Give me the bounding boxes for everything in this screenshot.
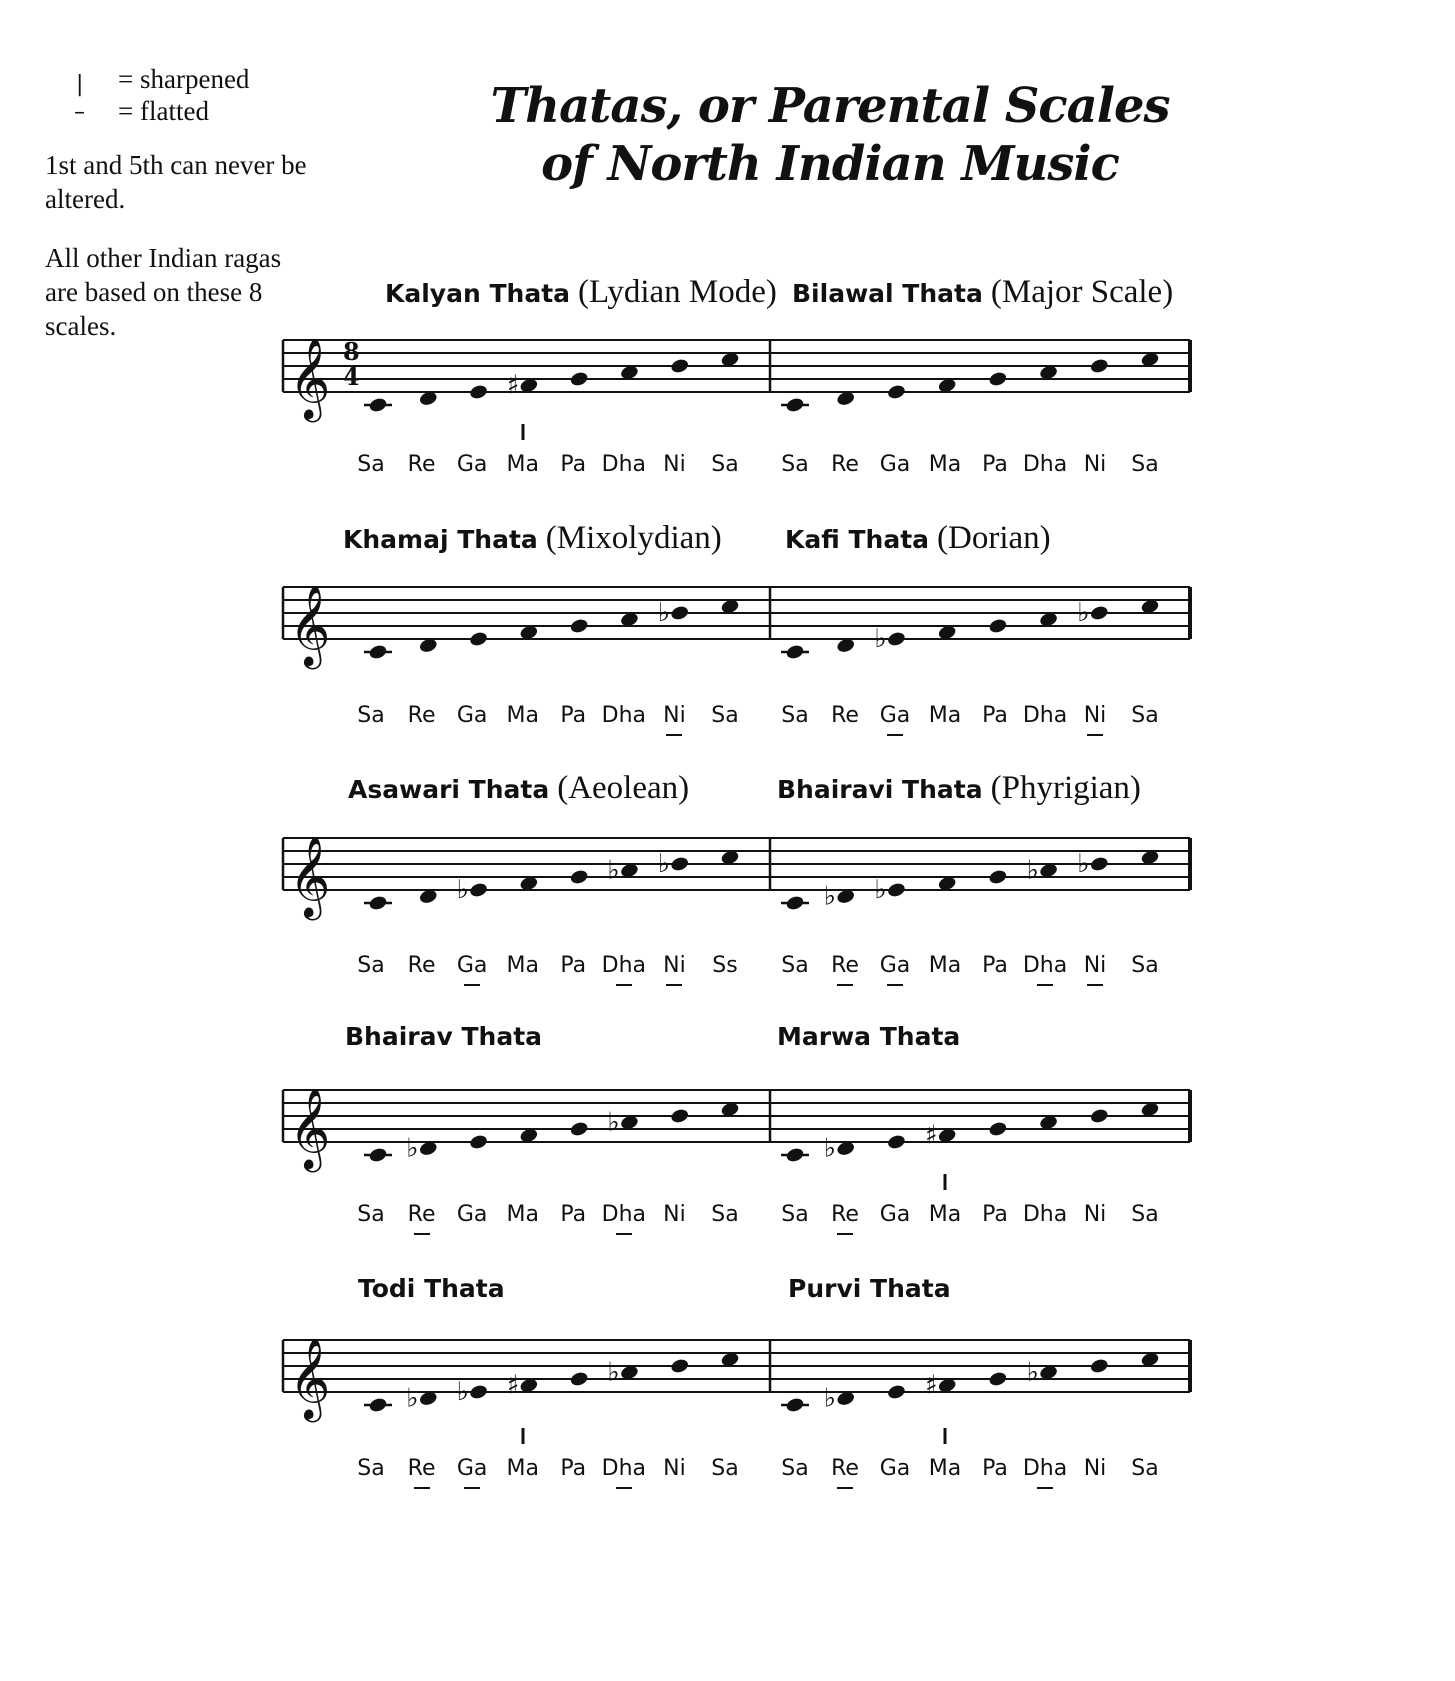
swara-label: Re — [407, 1456, 436, 1481]
swara-label: Pa — [560, 452, 587, 477]
thata-western-mode: (Lydian Mode) — [578, 274, 777, 310]
swara-label: Re — [831, 452, 859, 477]
note-head — [781, 1396, 809, 1413]
flatted-mark-icon — [464, 1487, 480, 1489]
swara-label: Sa — [711, 452, 739, 477]
thata-name: Bilawal Thata — [792, 279, 983, 308]
thata-name: Khamaj Thata — [343, 525, 538, 554]
swara-label: Re — [407, 953, 436, 978]
swara-label: Dha — [601, 953, 647, 978]
swara-label: Sa — [1131, 703, 1159, 728]
flat-accidental-icon: ♭ — [874, 875, 887, 905]
thata-title-right — [788, 1274, 951, 1303]
swara-label: Dha — [1022, 452, 1068, 477]
sharpened-mark-icon — [521, 1428, 524, 1444]
swara-label: Pa — [982, 1456, 1008, 1481]
swara-label: Dha — [601, 1456, 647, 1481]
note-head — [988, 1370, 1008, 1387]
swara-label: Dha — [1022, 1456, 1068, 1481]
flatted-mark-icon: – — [74, 100, 85, 125]
thata-name: Bhairav Thata — [345, 1022, 543, 1051]
thata-western-mode: (Phyrigian) — [990, 770, 1141, 806]
swara-label: Sa — [781, 703, 809, 728]
flatted-mark-icon — [1037, 1487, 1053, 1489]
flatted-mark-icon — [414, 1487, 430, 1489]
swara-label: Ni — [1083, 953, 1107, 978]
swara-label: Sa — [781, 1202, 809, 1227]
swara-label: Dha — [1022, 953, 1068, 978]
legend-flatted: = flatted — [118, 96, 209, 126]
swara-label: Sa — [357, 1456, 385, 1481]
time-signature-top: 8 — [343, 337, 360, 366]
note-head — [670, 1357, 690, 1374]
swara-label: Sa — [1131, 1456, 1159, 1481]
treble-clef-icon: 𝄞 — [289, 1087, 331, 1169]
swara-label: Ni — [663, 703, 686, 728]
swara-label: Sa — [357, 452, 385, 477]
swara-label: Ni — [663, 1202, 686, 1227]
note-head — [886, 1383, 906, 1400]
swara-label: Ma — [506, 452, 539, 477]
thata-name: Purvi Thata — [788, 1274, 951, 1303]
swara-label: Re — [407, 703, 436, 728]
flat-accidental-icon: ♭ — [657, 849, 670, 879]
swara-label: Ma — [928, 703, 962, 728]
thata-western-mode: (Aeolean) — [557, 770, 690, 806]
sharp-accidental-icon: ♯ — [925, 1370, 938, 1401]
swara-label: Ma — [506, 1456, 539, 1481]
swara-label: Pa — [982, 452, 1008, 477]
thata-name: Asawari Thata — [348, 775, 550, 804]
flat-accidental-icon: ♭ — [456, 1377, 469, 1407]
treble-clef-icon: 𝄞 — [289, 584, 331, 666]
note-all-ragas: All other Indian ragas are based on these 8 scales. — [45, 243, 282, 341]
swara-label: Ni — [1083, 703, 1107, 728]
swara-label: Pa — [982, 1202, 1008, 1227]
swara-label: Ga — [456, 953, 488, 978]
swara-label: Sa — [711, 703, 739, 728]
swara-label: Ga — [879, 1202, 911, 1227]
flat-accidental-icon: ♭ — [1026, 855, 1039, 886]
time-signature-bottom: 4 — [343, 362, 360, 391]
flat-accidental-icon: ♭ — [406, 1383, 419, 1414]
swara-label: Ga — [456, 703, 488, 728]
treble-clef-icon: 𝄞 — [289, 337, 331, 419]
swara-label: Ma — [928, 1456, 962, 1481]
flat-accidental-icon: ♭ — [607, 855, 620, 886]
swara-label: Ga — [879, 953, 911, 978]
swara-label: Re — [831, 1202, 859, 1227]
swara-label: Dha — [601, 1202, 647, 1227]
swara-label: Pa — [560, 953, 587, 978]
page-title-line1: Thatas, or Parental Scales — [490, 78, 1170, 134]
swara-label: Sa — [781, 452, 809, 477]
swara-label: Ma — [506, 953, 539, 978]
flatted-mark-icon — [616, 1487, 632, 1489]
thata-name: Marwa Thata — [777, 1022, 961, 1051]
swara-label: Ni — [1083, 1202, 1107, 1227]
swara-label: Ni — [663, 953, 686, 978]
note-head — [569, 1370, 589, 1387]
flat-accidental-icon: ♭ — [1077, 598, 1090, 628]
note-head — [469, 1383, 489, 1400]
swara-label: Re — [831, 1456, 859, 1481]
thata-name: Todi Thata — [358, 1274, 505, 1303]
swara-label: Sa — [781, 953, 809, 978]
swara-label: Pa — [560, 1202, 587, 1227]
swara-label: Dha — [601, 703, 647, 728]
treble-clef-icon: 𝄞 — [289, 1337, 331, 1419]
flat-accidental-icon: ♭ — [823, 881, 836, 912]
thata-western-mode: (Mixolydian) — [545, 520, 722, 556]
thata-name: Kalyan Thata — [385, 279, 571, 308]
swara-label: Ni — [1083, 452, 1107, 477]
swara-label: Dha — [1022, 703, 1068, 728]
note-head — [1089, 1357, 1109, 1374]
flat-accidental-icon: ♭ — [657, 598, 670, 628]
swara-label: Pa — [982, 703, 1008, 728]
flat-accidental-icon: ♭ — [823, 1383, 836, 1414]
swara-label: Ma — [928, 1202, 962, 1227]
swara-label: Ma — [506, 703, 539, 728]
swara-label: Sa — [357, 703, 385, 728]
swara-label: Sa — [357, 953, 385, 978]
thata-name: Kafi Thata — [785, 525, 930, 554]
swara-label: Sa — [357, 1202, 385, 1227]
thata-name: Bhairavi Thata — [777, 775, 983, 804]
swara-label: Sa — [1131, 452, 1159, 477]
swara-label: Pa — [560, 703, 587, 728]
flat-accidental-icon: ♭ — [607, 1357, 620, 1388]
legend-sharpened: = sharpened — [118, 64, 250, 94]
sharp-accidental-icon: ♯ — [506, 1370, 520, 1401]
swara-label: Ni — [663, 1456, 686, 1481]
swara-label: Ma — [928, 953, 962, 978]
swara-label: Dha — [1022, 1202, 1068, 1227]
flatted-mark-icon — [837, 1487, 853, 1489]
swara-label: Pa — [560, 1456, 587, 1481]
swara-label: Dha — [601, 452, 647, 477]
thata-title-left — [358, 1274, 505, 1303]
swara-label: Sa — [711, 1202, 739, 1227]
flat-accidental-icon: ♭ — [456, 875, 469, 905]
flat-accidental-icon: ♭ — [607, 1107, 620, 1138]
swara-label: Sa — [711, 1456, 739, 1481]
swara-label: Re — [831, 953, 859, 978]
sharpened-mark-icon: | — [76, 72, 84, 97]
page-title-line2: of North Indian Music — [541, 136, 1119, 192]
flat-accidental-icon: ♭ — [406, 1133, 419, 1164]
swara-label: Pa — [982, 953, 1008, 978]
swara-label: Ga — [879, 703, 911, 728]
swara-label: Sa — [1131, 1202, 1159, 1227]
swara-label: Re — [831, 703, 859, 728]
thata-western-mode: (Major Scale) — [990, 274, 1174, 310]
swara-label: Ni — [1083, 1456, 1107, 1481]
note-head — [364, 1396, 392, 1413]
swara-label: Ga — [456, 1202, 488, 1227]
sharp-accidental-icon: ♯ — [506, 370, 520, 401]
swara-label: Ga — [456, 452, 488, 477]
swara-label: Re — [407, 452, 436, 477]
note-fixed-degrees: 1st and 5th can never be altered. — [45, 150, 307, 214]
swara-label: Sa — [781, 1456, 809, 1481]
flat-accidental-icon: ♭ — [823, 1133, 836, 1164]
swara-label: Ss — [712, 953, 738, 978]
swara-label: Ga — [879, 1456, 911, 1481]
flat-accidental-icon: ♭ — [1077, 849, 1090, 879]
flat-accidental-icon: ♭ — [874, 624, 887, 654]
treble-clef-icon: 𝄞 — [289, 835, 331, 917]
swara-label: Ga — [456, 1456, 488, 1481]
swara-label: Ni — [663, 452, 686, 477]
sharp-accidental-icon: ♯ — [925, 1120, 938, 1151]
sharpened-mark-icon — [944, 1428, 947, 1444]
swara-label: Re — [407, 1202, 436, 1227]
thata-western-mode: (Dorian) — [937, 520, 1051, 556]
swara-label: Ma — [928, 452, 962, 477]
swara-label: Ma — [506, 1202, 539, 1227]
flat-accidental-icon: ♭ — [1026, 1357, 1039, 1388]
swara-label: Sa — [1131, 953, 1159, 978]
swara-label: Ga — [879, 452, 911, 477]
